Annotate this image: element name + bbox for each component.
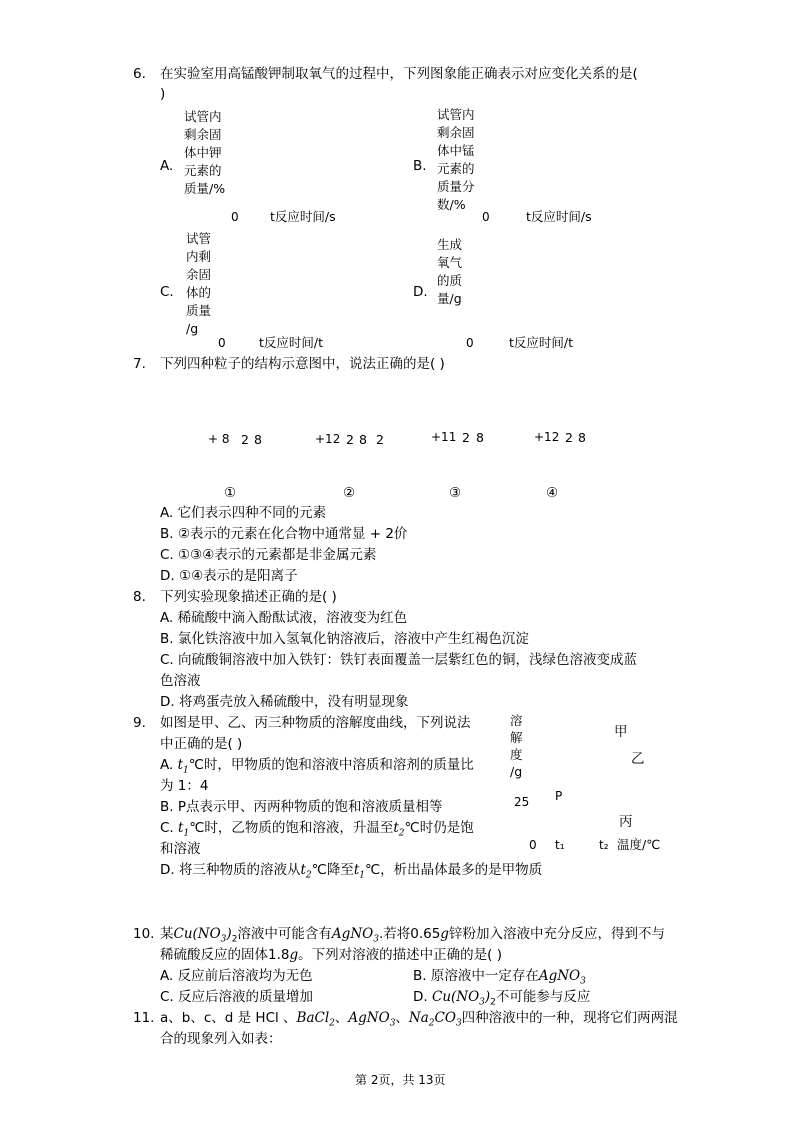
q6c-ylabel-6: /g bbox=[186, 321, 199, 336]
q6d-ylabel-1: 生成 bbox=[437, 237, 463, 252]
chart-ylabel-2: 解 bbox=[510, 730, 523, 745]
q10-f1-sub2: 2 bbox=[231, 934, 238, 945]
q10-formula-2: AgNO bbox=[331, 926, 374, 942]
q6b-ylabel-1: 试管内 bbox=[437, 107, 475, 122]
q10-mass2: 1.8 bbox=[268, 947, 290, 963]
q6a-ylabel-2: 剩余固 bbox=[184, 127, 222, 142]
q8-option-c-cont: 色溶液 bbox=[160, 673, 201, 689]
q10d-close: ) bbox=[484, 989, 491, 1005]
q8-option-a: A. 稀硫酸中滴入酚酞试液，溶液变为红色 bbox=[160, 610, 408, 626]
series-line-yi bbox=[531, 758, 623, 796]
q6d-ylabel-2: 氧气 bbox=[437, 255, 463, 270]
q7-stem: 下列四种粒子的结构示意图中，说法正确的是( ) bbox=[160, 356, 445, 372]
q6a-xlabel: t反应时间/s bbox=[270, 209, 336, 224]
q10-f2-sub: 3 bbox=[373, 934, 379, 945]
q9d-s1: 1 bbox=[359, 870, 365, 881]
q10-line2-post: 。下列对溶液的描述中正确的是( ) bbox=[298, 947, 502, 963]
chart-point-p: P bbox=[555, 789, 563, 803]
q6b-ylabel-4: 元素的 bbox=[437, 161, 475, 176]
q7-option-a: A. 它们表示四种不同的元素 bbox=[160, 505, 327, 521]
series-line-bing bbox=[533, 752, 614, 822]
q6a-ylabel-3: 体中钾 bbox=[184, 145, 222, 160]
series-label-yi: 乙 bbox=[631, 751, 645, 767]
chart-origin: 0 bbox=[529, 838, 537, 852]
p2-nucleus: +12 bbox=[315, 432, 341, 446]
q9-option-c bbox=[160, 818, 474, 844]
p2-mark: ② bbox=[343, 485, 356, 501]
q10-line2-pre: 稀硫酸反应的固体 bbox=[160, 947, 268, 963]
q11-formula-3b: CO bbox=[434, 1010, 456, 1026]
q6a-origin: 0 bbox=[231, 210, 239, 224]
q11-sep1: 、 bbox=[334, 1010, 349, 1026]
q10-unit2: g bbox=[289, 947, 299, 963]
q10-option-a: A. 反应前后溶液均为无色 bbox=[160, 968, 313, 984]
q6a-ylabel-5: 质量/% bbox=[184, 181, 226, 196]
q9a-prefix: A. bbox=[160, 757, 178, 773]
q6-number: 6. bbox=[133, 66, 146, 82]
q10-option-c: C. 反应后溶液的质量增加 bbox=[160, 989, 314, 1005]
p2-shell-1: 2 bbox=[346, 432, 354, 447]
q8-option-c: C. 向硫酸铜溶液中加入铁钉：铁钉表面覆盖一层紫红色的铜，浅绿色溶液变成蓝 bbox=[160, 652, 638, 668]
q11-f3-sub2: 3 bbox=[455, 1018, 462, 1029]
q9d-s2: 2 bbox=[305, 870, 312, 881]
q9c-mid: ℃时，乙物质的饱和溶液，升温至 bbox=[189, 820, 394, 836]
q7-option-c: C. ①③④表示的元素都是非金属元素 bbox=[160, 547, 377, 563]
q9a-t: t bbox=[177, 757, 184, 773]
q11-formula-1: BaCl bbox=[296, 1010, 330, 1026]
q9-option-d bbox=[160, 860, 542, 886]
q6d-ylabel-4: 量/g bbox=[437, 291, 462, 306]
p2-shell-2: 8 bbox=[359, 432, 367, 447]
q6c-ylabel-4: 体的 bbox=[186, 285, 212, 300]
q10b-pre: B. 原溶液中一定存在 bbox=[413, 968, 539, 984]
q11-f3-sub: 2 bbox=[428, 1018, 435, 1029]
q10d-post: 不可能参与反应 bbox=[495, 989, 591, 1005]
q11-number: 11. bbox=[133, 1010, 155, 1026]
chart-ylabel-1: 溶 bbox=[510, 713, 523, 728]
q9d-t2: t bbox=[300, 862, 306, 878]
q6-stem: 在实验室用高锰酸钾制取氧气的过程中，下列图象能正确表示对应变化关系的是( bbox=[160, 66, 638, 82]
q10b-formula: AgNO bbox=[538, 968, 581, 984]
q6b-ylabel-3: 体中锰 bbox=[437, 143, 475, 158]
q9d-prefix: D. 将三种物质的溶液从 bbox=[160, 862, 301, 878]
q9-stem-cont: 中正确的是( ) bbox=[160, 736, 243, 752]
chart-tick-25: 25 bbox=[514, 795, 530, 809]
q10-f1-close: ) bbox=[226, 926, 232, 942]
q10d-sub2: 2 bbox=[490, 997, 496, 1008]
p3-mark: ③ bbox=[449, 485, 462, 501]
q9c-post: ℃时仍是饱 bbox=[404, 820, 474, 836]
q10-stem-cont bbox=[160, 945, 502, 965]
q6c-origin: 0 bbox=[218, 336, 226, 350]
p1-shell-1: 2 bbox=[241, 432, 249, 447]
q7-option-d: D. ①④表示的是阳离子 bbox=[160, 568, 298, 584]
q8-option-b: B. 氯化铁溶液中加入氢氧化钠溶液后，溶液中产生红褐色沉淀 bbox=[160, 631, 529, 647]
q9-stem: 如图是甲、乙、丙三种物质的溶解度曲线，下列说法 bbox=[160, 715, 471, 731]
q9c-t2: t bbox=[393, 820, 399, 836]
q10-pre: 某 bbox=[160, 926, 174, 942]
q9a-sub: 1 bbox=[183, 765, 189, 776]
p1-mark: ① bbox=[224, 485, 237, 501]
q9-option-b: B. P点表示甲、丙两种物质的饱和溶液质量相等 bbox=[160, 799, 443, 815]
p1-shell-2: 8 bbox=[254, 432, 262, 447]
q9c-s1: 1 bbox=[183, 828, 190, 839]
q11-pre: a、b、c、d 是 HCl 、 bbox=[160, 1010, 297, 1026]
q6-option-b-label: B. bbox=[413, 158, 427, 174]
chart-tick-t2: t₂ bbox=[599, 838, 609, 852]
chart-ylabel-3: 度 bbox=[510, 747, 523, 762]
q9-number: 9. bbox=[133, 715, 146, 731]
q6d-origin: 0 bbox=[466, 336, 474, 350]
series-label-bing: 丙 bbox=[619, 814, 633, 830]
q8-stem: 下列实验现象描述正确的是( ) bbox=[160, 589, 337, 605]
q6c-ylabel-5: 质量 bbox=[186, 303, 212, 318]
q9c-s2: 2 bbox=[398, 828, 405, 839]
q9-option-a-cont: 为 1：4 bbox=[160, 778, 209, 794]
q9c-t1: t bbox=[178, 820, 184, 836]
q6c-ylabel-3: 余固 bbox=[186, 267, 212, 282]
q10-mid2: .若将 bbox=[378, 926, 411, 942]
q6c-xlabel: t反应时间/t bbox=[259, 335, 324, 350]
q10-formula-1: Cu(NO bbox=[173, 926, 221, 942]
p2-shell-3: 2 bbox=[376, 432, 384, 447]
q11-formula-3: Na bbox=[408, 1010, 429, 1026]
q6-option-c-label: C. bbox=[160, 284, 174, 300]
chart-xlabel: 温度/℃ bbox=[617, 837, 661, 852]
q6b-ylabel-2: 剩余固 bbox=[437, 125, 475, 140]
q7-option-b: B. ②表示的元素在化合物中通常显 + 2价 bbox=[160, 526, 408, 542]
q10-mid1: 溶液中可能含有 bbox=[237, 926, 332, 942]
series-line-jia bbox=[535, 745, 610, 809]
p4-nucleus: +12 bbox=[534, 430, 560, 444]
q9d-mid: ℃降至 bbox=[311, 862, 354, 878]
q9d-t1: t bbox=[353, 862, 360, 878]
q6-stem-close: ) bbox=[160, 86, 166, 102]
q11-post: 四种溶液中的一种，现将它们两两混 bbox=[461, 1010, 678, 1026]
q6b-origin: 0 bbox=[482, 210, 490, 224]
q6a-ylabel-4: 元素的 bbox=[184, 163, 222, 178]
series-label-jia: 甲 bbox=[614, 724, 628, 740]
q6b-ylabel-6: 数/% bbox=[437, 197, 466, 212]
q11-f1-sub: 2 bbox=[329, 1018, 335, 1029]
q9c-prefix: C. bbox=[160, 820, 179, 836]
p3-shell-1: 2 bbox=[462, 430, 470, 445]
q8-number: 8. bbox=[133, 589, 146, 605]
p3-shell-2: 8 bbox=[476, 430, 484, 445]
p3-nucleus: +11 bbox=[431, 430, 457, 444]
p1-nucleus: + 8 bbox=[208, 432, 230, 446]
q8-option-d: D. 将鸡蛋壳放入稀硫酸中，没有明显现象 bbox=[160, 694, 409, 710]
q10-post1: 锌粉加入溶液中充分反应，得到不与 bbox=[448, 926, 665, 942]
p4-shell-1: 2 bbox=[565, 430, 573, 445]
q7-number: 7. bbox=[133, 356, 146, 372]
q6a-ylabel-1: 试管内 bbox=[184, 109, 222, 124]
q6c-ylabel-1: 试管 bbox=[186, 231, 212, 246]
q10d-formula: Cu(NO bbox=[431, 989, 480, 1005]
q11-formula-2: AgNO bbox=[348, 1010, 390, 1026]
q10-number: 10. bbox=[133, 926, 155, 942]
q9d-post: ℃，析出晶体最多的是甲物质 bbox=[365, 862, 543, 878]
p4-shell-2: 8 bbox=[578, 430, 586, 445]
q11-stem-cont: 合的现象列入如表： bbox=[160, 1031, 282, 1047]
q9-option-c-cont: 和溶液 bbox=[160, 841, 201, 857]
q6-option-a-label: A. bbox=[160, 158, 174, 174]
q10-unit1: g bbox=[440, 926, 449, 942]
q6d-ylabel-3: 的质 bbox=[437, 273, 463, 288]
q11-sep2: 、 bbox=[395, 1010, 409, 1026]
p4-mark: ④ bbox=[546, 485, 559, 501]
q6c-ylabel-2: 内剩 bbox=[186, 249, 212, 264]
q10d-sub: 3 bbox=[479, 997, 485, 1008]
q9a-text: ℃时，甲物质的饱和溶液中溶质和溶剂的质量比 bbox=[188, 757, 474, 773]
q6b-xlabel: t反应时间/s bbox=[526, 209, 592, 224]
page-footer: 第 2页，共 13页 bbox=[355, 1073, 446, 1087]
chart-ylabel-4: /g bbox=[510, 764, 523, 779]
q6-option-d-label: D. bbox=[413, 284, 428, 300]
q10-f1-sub: 3 bbox=[220, 934, 227, 945]
chart-tick-t1: t₁ bbox=[555, 838, 565, 852]
q10d-pre: D. bbox=[413, 989, 432, 1005]
q6b-ylabel-5: 质量分 bbox=[437, 179, 475, 194]
q10-mass1: 0.65 bbox=[410, 926, 441, 942]
q6d-xlabel: t反应时间/t bbox=[509, 335, 574, 350]
q10b-sub: 3 bbox=[580, 976, 586, 987]
q11-f2-sub: 3 bbox=[389, 1018, 396, 1029]
